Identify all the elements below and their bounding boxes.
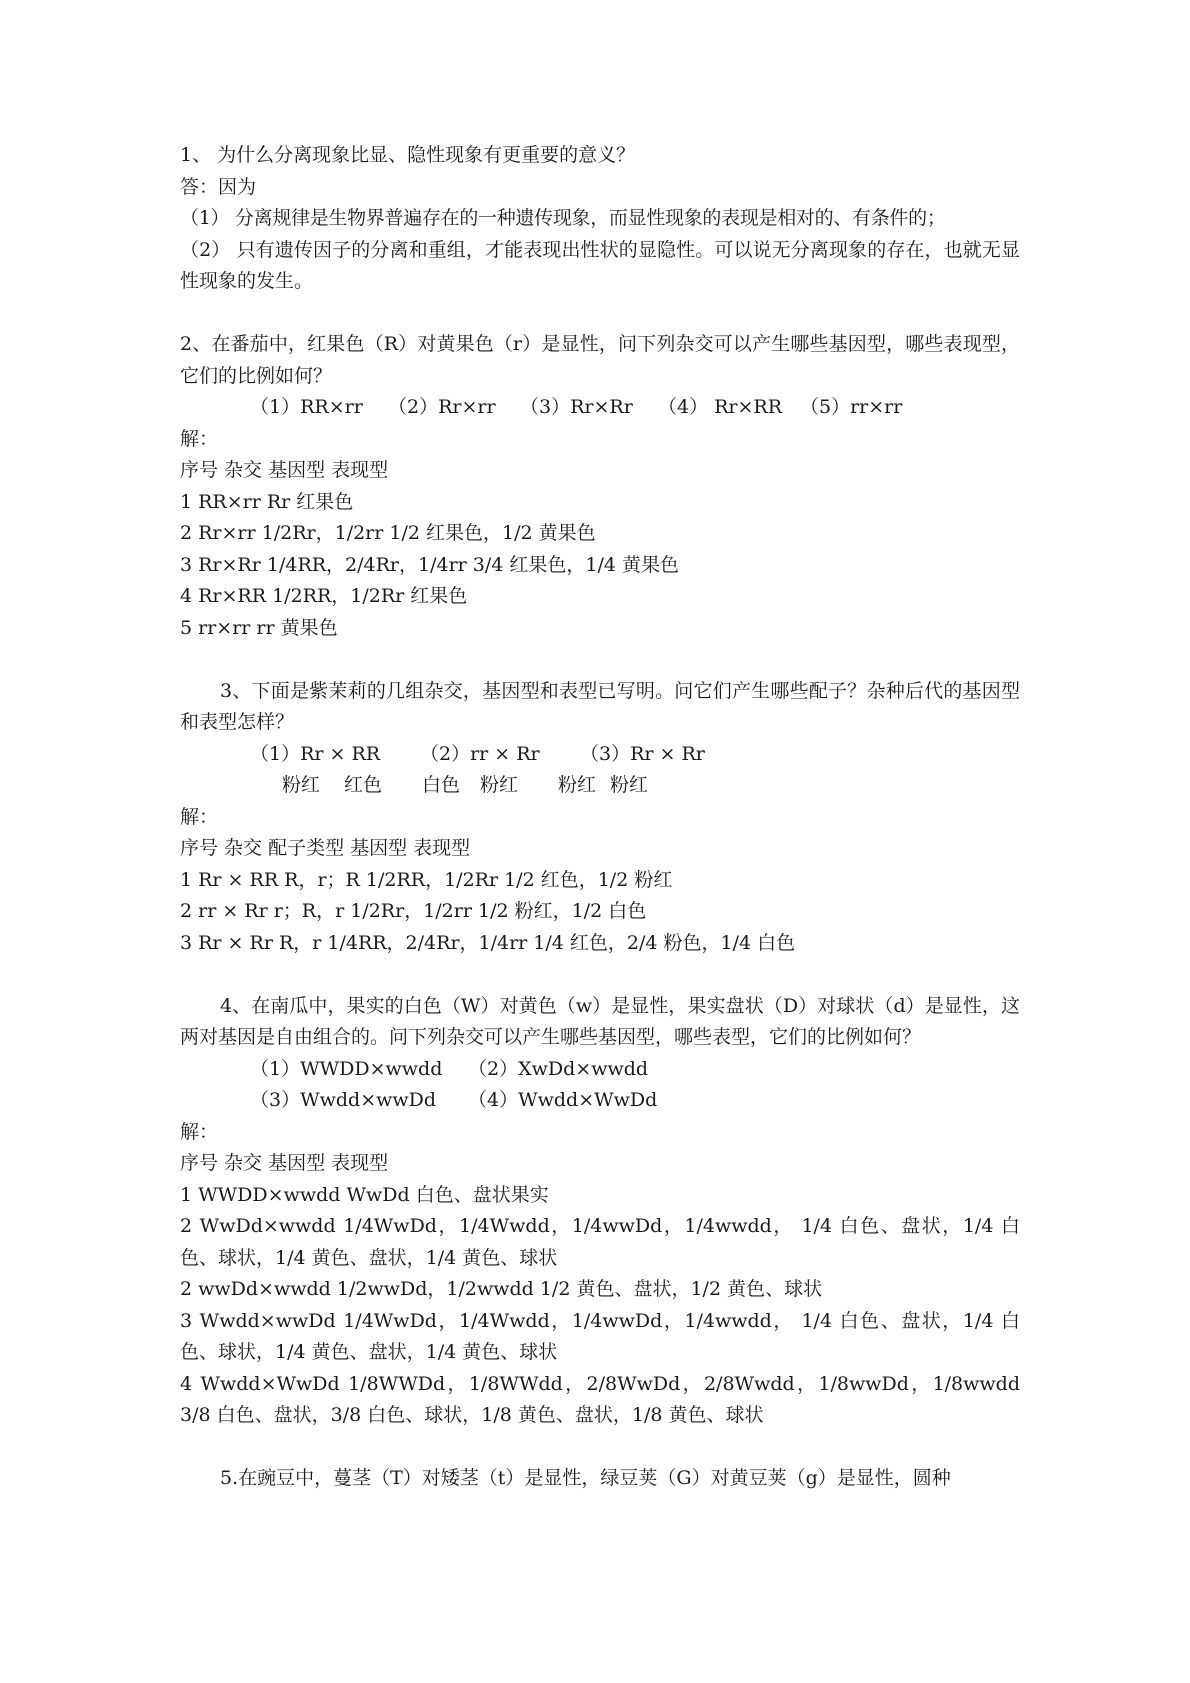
question-1-point-2: （2） 只有遗传因子的分离和重组，才能表现出性状的显隐性。可以说无分离现象的存在，也就无显性现象的发生。 [180, 238, 1020, 292]
question-5-title: 5.在豌豆中，蔓茎（T）对矮茎（t）是显性，绿豆荚（G）对黄豆荚（g）是显性，圆种 [220, 1467, 951, 1489]
cross-option: （1）Rr × RR [250, 742, 381, 765]
question-2 [180, 329, 1020, 644]
table-row: 2 wwDd×wwdd 1/2wwDd，1/2wwdd 1/2 黄色、盘状，1/2 黄色、球状 [180, 1278, 823, 1300]
phenotype-label: 粉红 [558, 774, 597, 796]
question-3-title: 3、下面是紫茉莉的几组杂交，基因型和表型已写明。问它们产生哪些配子？杂种后代的基因型和表型怎样？ [180, 679, 1020, 733]
question-4-table-header: 序号 杂交 基因型 表现型 [180, 1152, 389, 1174]
spacer [180, 1432, 1020, 1464]
cross-option: （2）XwDd×wwdd [468, 1057, 649, 1080]
question-2-crosses [180, 392, 1020, 424]
question-4 [180, 991, 1020, 1432]
cross-option: （1）RR×rr [250, 396, 363, 418]
table-row: 3 Rr × Rr R，r 1/4RR，2/4Rr，1/4rr 1/4 红色，2/4 粉色，1/4 白色 [180, 931, 796, 954]
spacer [180, 959, 1020, 991]
table-row: 1 RR×rr Rr 红果色 [180, 490, 354, 513]
cross-option: （3）Wwdd×wwDd [250, 1089, 437, 1111]
spacer [180, 298, 1020, 330]
phenotype-label: 粉红 [610, 774, 649, 796]
cross-option: （2）Rr×rr [388, 396, 496, 418]
table-row: 3 Wwdd×wwDd 1/4WwDd，1/4Wwdd，1/4wwDd，1/4wwdd， 1/4 白色、盘状，1/4 白色、球状，1/4 黄色、盘状，1/4 黄色、球状 [180, 1309, 1020, 1363]
question-4-title: 4、在南瓜中，果实的白色（W）对黄色（w）是显性，果实盘状（D）对球状（d）是显性，这两对基因是自由组合的。问下列杂交可以产生哪些基因型，哪些表型，它们的比例如何？ [180, 994, 1020, 1048]
phenotype-label: 红色 [344, 774, 383, 796]
table-row: 2 WwDd×wwdd 1/4WwDd，1/4Wwdd，1/4wwDd，1/4wwdd， 1/4 白色、盘状，1/4 白色、球状，1/4 黄色、盘状，1/4 黄色、球状 [180, 1215, 1020, 1269]
cross-option: （3）Rr × Rr [580, 742, 705, 765]
table-row: 1 Rr × RR R，r；R 1/2RR，1/2Rr 1/2 红色，1/2 粉红 [180, 868, 673, 891]
question-2-solution-label: 解： [180, 427, 219, 450]
question-4-crosses-row-2 [180, 1085, 1020, 1117]
question-4-solution-label: 解： [180, 1120, 219, 1143]
question-3 [180, 676, 1020, 960]
spacer [180, 644, 1020, 676]
cross-option: （4） Rr×RR [658, 396, 783, 418]
question-4-crosses-row-1 [180, 1054, 1020, 1086]
table-row: 3 Rr×Rr 1/4RR，2/4Rr，1/4rr 3/4 红果色，1/4 黄果色 [180, 553, 680, 576]
question-5 [180, 1463, 1020, 1495]
document-page [180, 140, 1020, 1495]
table-row: 1 WWDD×wwdd WwDd 白色、盘状果实 [180, 1183, 549, 1206]
question-1-answer-label: 答：因为 [180, 175, 257, 198]
question-1 [180, 140, 1020, 298]
question-2-title: 2、在番茄中，红果色（R）对黄果色（r）是显性，问下列杂交可以产生哪些基因型，哪些表现型，它们的比例如何？ [180, 333, 1020, 387]
cross-option: （3）Rr×Rr [520, 396, 633, 418]
table-row: 2 rr × Rr r；R，r 1/2Rr，1/2rr 1/2 粉红，1/2 白色 [180, 900, 647, 922]
question-1-point-1: （1） 分离规律是生物界普遍存在的一种遗传现象，而显性现象的表现是相对的、有条件的； [180, 207, 946, 229]
question-3-solution-label: 解： [180, 805, 219, 828]
table-row: 4 Rr×RR 1/2RR，1/2Rr 红果色 [180, 585, 468, 607]
phenotype-label: 粉红 [480, 774, 519, 796]
question-2-table-header: 序号 杂交 基因型 表现型 [180, 459, 389, 481]
cross-option: （4）Wwdd×WwDd [468, 1089, 658, 1111]
question-3-crosses [180, 739, 1020, 771]
question-3-phenotypes [180, 770, 1020, 802]
cross-option: （5）rr×rr [800, 396, 903, 418]
table-row: 5 rr×rr rr 黄果色 [180, 616, 338, 639]
phenotype-label: 粉红 [282, 774, 321, 796]
question-1-title: 1、 为什么分离现象比显、隐性现象有更重要的意义？ [180, 144, 636, 166]
cross-option: （2）rr × Rr [420, 742, 540, 765]
cross-option: （1）WWDD×wwdd [250, 1057, 443, 1080]
table-row: 4 Wwdd×WwDd 1/8WWDd，1/8WWdd，2/8WwDd，2/8Wwdd，1/8wwDd，1/8wwdd 3/8 白色、盘状，3/8 白色、球状，1/8 黄色、盘状，1/8 黄色、球状 [180, 1372, 1020, 1426]
phenotype-label: 白色 [422, 774, 461, 796]
question-3-table-header: 序号 杂交 配子类型 基因型 表现型 [180, 837, 471, 859]
table-row: 2 Rr×rr 1/2Rr，1/2rr 1/2 红果色，1/2 黄果色 [180, 522, 596, 544]
